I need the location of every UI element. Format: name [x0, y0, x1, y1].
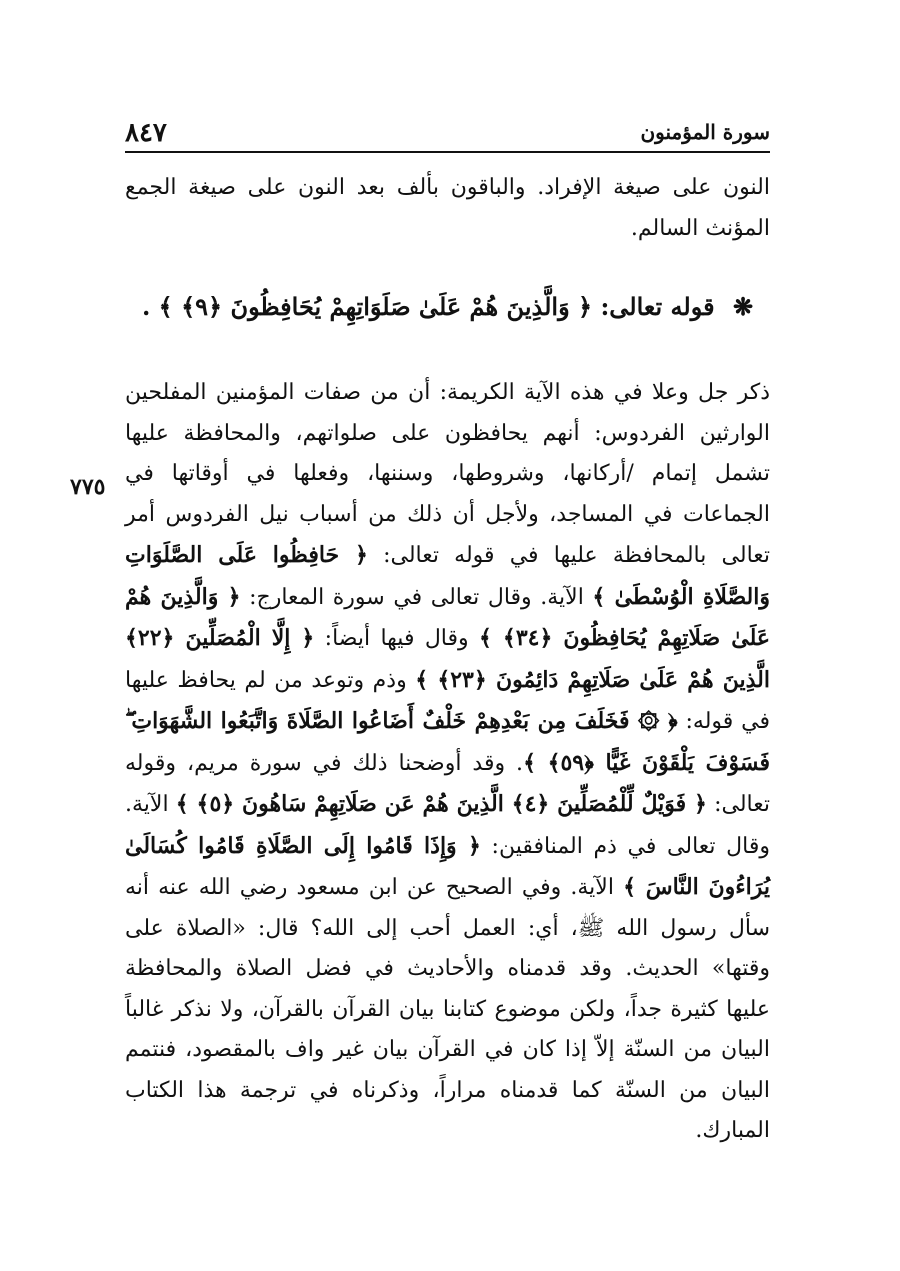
quran-quote: ﴿ إِلَّا الْمُصَلِّينَ ﴿٢٢﴾ الَّذِينَ هُمْ عَلَىٰ صَلَاتِهِمْ دَائِمُونَ ﴿٢٣﴾ ﴾: [125, 625, 770, 693]
commentary-paragraph: [125, 373, 770, 1152]
header-rule: [125, 151, 770, 153]
running-title: سورة المؤمنون: [640, 120, 770, 144]
commentary-text: ذكر جل وعلا في هذه الآية الكريمة: أن من صفات المؤمنين المفلحين الوارثين الفردوس: أنهم يحافظون على صلواتهم، والمحافظة عليها تشمل إتمام /أركانها، وشروطها، وسننها، وفعلها في أوقاتها في الجماعات في المساجد، ولأجل أن ذلك من أسباب نيل الفردوس أمر تعالى بالمحافظة عليها في قوله تعالى:: [125, 380, 771, 568]
verse-heading: [125, 285, 770, 329]
page-number: ٨٤٧: [125, 118, 167, 148]
page-header: [125, 118, 770, 154]
commentary-text: وذم وتوعد من لم يحافظ عليها في قوله:: [125, 667, 770, 734]
margin-page-reference: ٧٧٥: [70, 474, 106, 500]
quran-quote: ﴿ حَافِظُوا عَلَى الصَّلَوَاتِ وَالصَّلَاةِ الْوُسْطَىٰ ﴾: [125, 542, 770, 610]
heading-verse: ﴿ وَالَّذِينَ هُمْ عَلَىٰ صَلَوَاتِهِمْ يُحَافِظُونَ ﴿٩﴾ ﴾: [158, 292, 593, 321]
commentary-text: الآية. وقال تعالى في سورة المعارج:: [240, 584, 593, 610]
intro-paragraph: النون على صيغة الإفراد. والباقون بألف بعد النون على صيغة الجمع المؤنث السالم.: [125, 175, 770, 241]
quran-quote: ﴿ وَالَّذِينَ هُمْ عَلَىٰ صَلَاتِهِمْ يُحَافِظُونَ ﴿٣٤﴾ ﴾: [125, 583, 770, 651]
commentary-text: . وقد أوضحنا ذلك في سورة مريم، وقوله تعالى:: [125, 750, 770, 817]
asterisk-marker-icon: ❋: [732, 292, 754, 321]
page-body: [125, 168, 770, 1152]
commentary-text: وقال فيها أيضاً:: [314, 626, 480, 651]
commentary-text: الآية. وفي الصحيح عن ابن مسعود رضي الله عنه أنه سأل رسول الله ﷺ، أي: العمل أحب إلى الله؟ قال: «الصلاة على وقتها» الحديث. وقد قدمناه والأحاديث في فضل الصلاة والمحافظة عليها كثيرة جداً، ولكن موضوع كتابنا بيان القرآن بالقرآن، ولا نذكر غالباً البيان من السنّة إلاّ إذا كان في القرآن بيان غير واف بالمقصود، فنتمم البيان من السنّة كما قدمناه مراراً، وذكرناه في ترجمة هذا الكتاب المبارك.: [125, 875, 770, 1143]
quran-quote: ﴿ ۞ فَخَلَفَ مِن بَعْدِهِمْ خَلْفٌ أَضَاعُوا الصَّلَاةَ وَاتَّبَعُوا الشَّهَوَاتِ ۖ فَسَوْفَ يَلْقَوْنَ غَيًّا ﴿٥٩﴾ ﴾: [125, 708, 770, 776]
heading-label: قوله تعالى:: [600, 292, 715, 321]
commentary-text: الآية. وقال تعالى في ذم المنافقين:: [125, 792, 770, 859]
heading-end: .: [141, 292, 151, 321]
quran-quote: ﴿ وَإِذَا قَامُوا إِلَى الصَّلَاةِ قَامُوا كُسَالَىٰ يُرَاءُونَ النَّاسَ ﴾: [125, 832, 770, 900]
quran-quote: ﴿ فَوَيْلٌ لِّلْمُصَلِّينَ ﴿٤﴾ الَّذِينَ هُمْ عَن صَلَاتِهِمْ سَاهُونَ ﴿٥﴾ ﴾: [175, 791, 707, 817]
